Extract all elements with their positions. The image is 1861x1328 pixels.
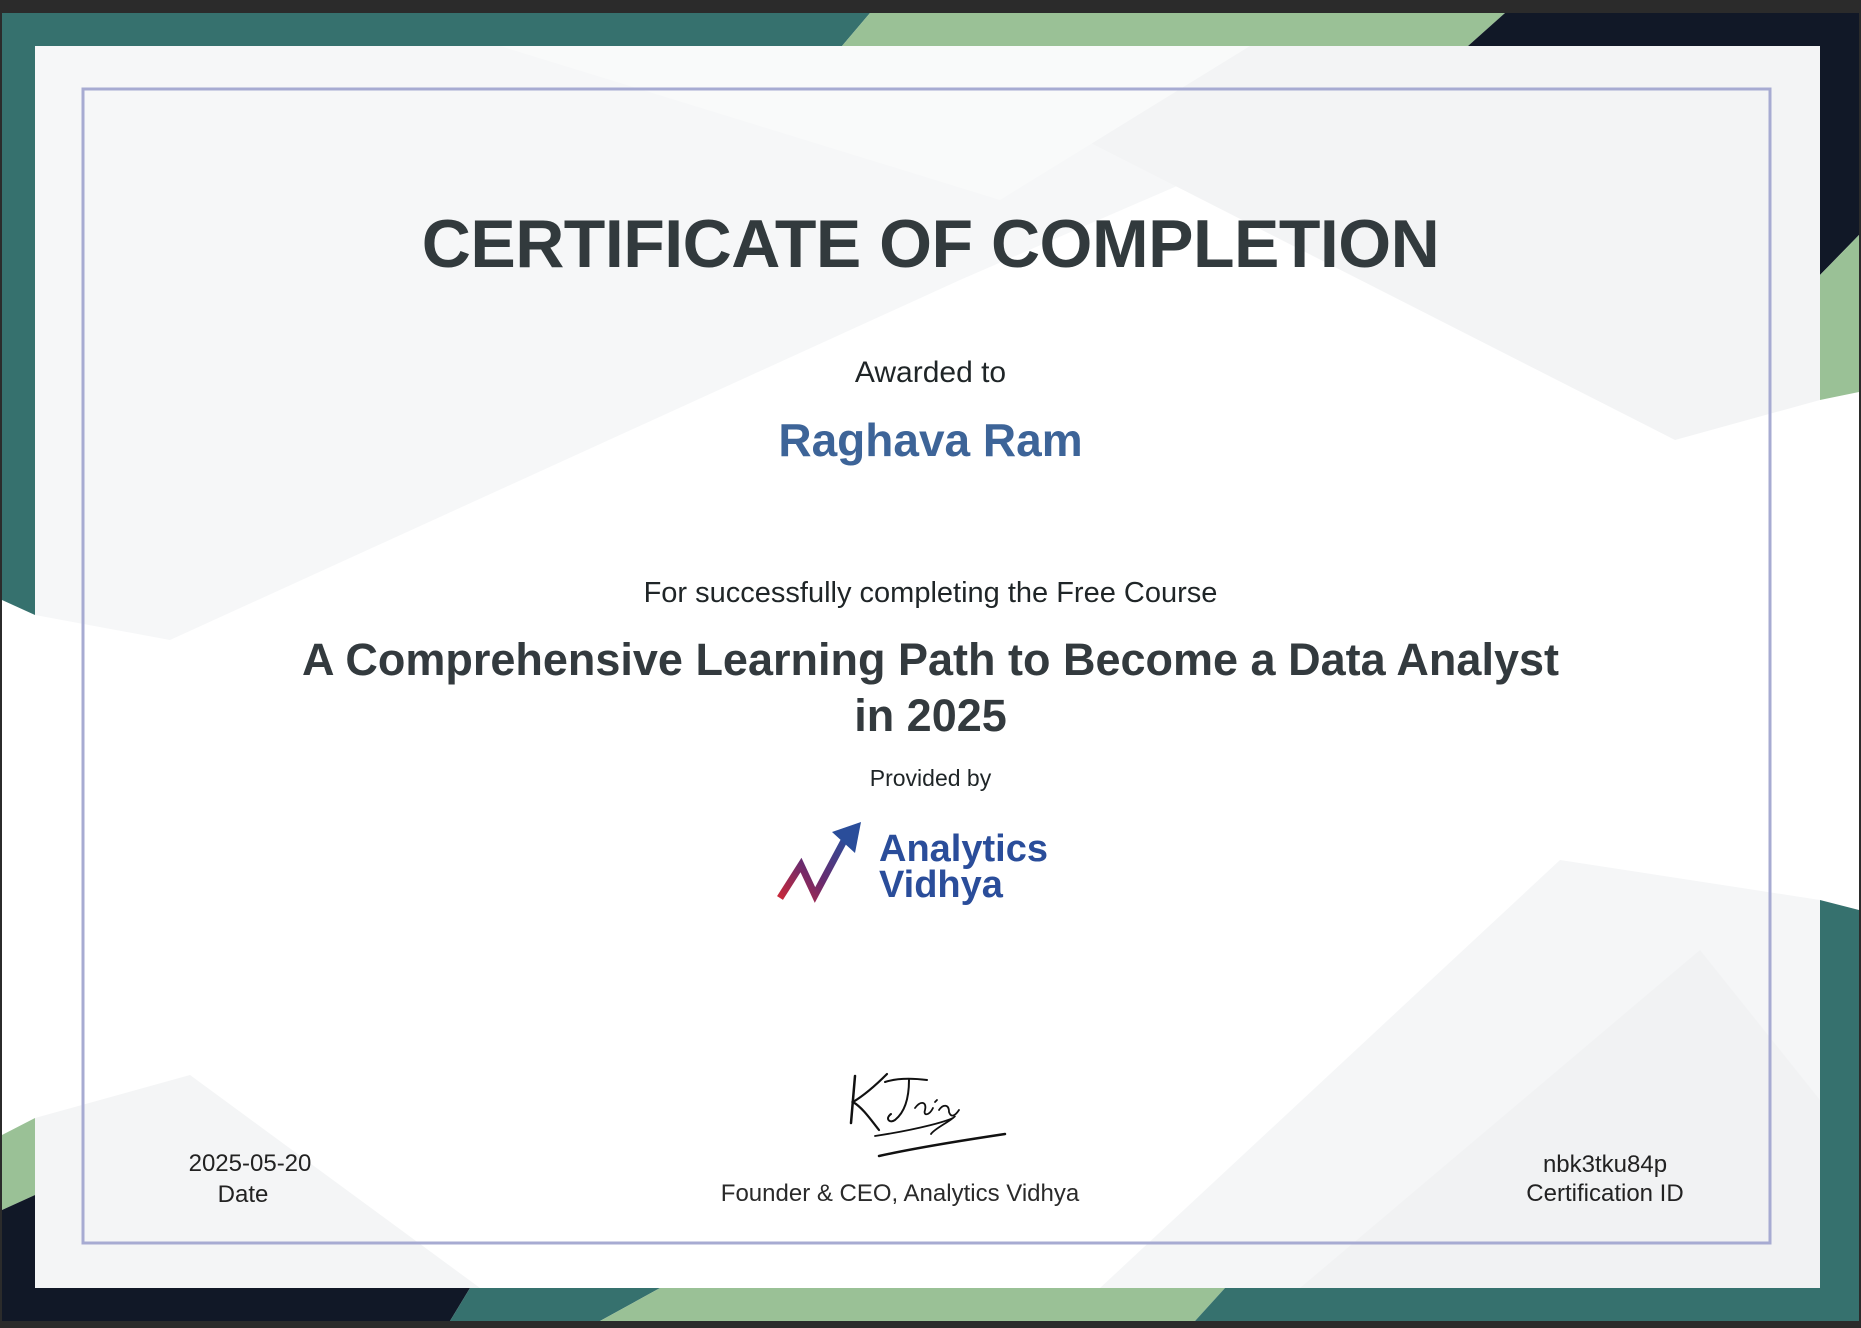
logo-line-2: Vidhya [879,864,1003,906]
bottom-teal-band-right [1195,1288,1859,1321]
certificate-title: CERTIFICATE OF COMPLETION [421,206,1440,282]
course-title: A Comprehensive Learning Path to Become a Data Analyst in 2025 [302,634,1559,741]
trend-arrow-icon [775,820,871,910]
signatory-caption: Founder & CEO, Analytics Vidhya [720,1180,1080,1207]
left-teal-band [2,46,35,615]
date-value: 2025-05-20 [188,1150,312,1177]
provided-by-label: Provided by [869,765,992,791]
bottom-navy-band [2,1288,470,1321]
certification-id-value: nbk3tku84p [1542,1151,1668,1178]
top-navy-band [1468,13,1859,46]
certification-id-label: Certification ID [1526,1180,1684,1207]
recipient-name: Raghava Ram [778,414,1083,466]
left-navy-band [2,1195,35,1288]
date-label: Date [217,1181,269,1208]
bottom-sage-band [600,1288,1225,1321]
founder-signature [835,1068,1010,1168]
provider-logo [775,820,1075,920]
right-teal-band [1820,900,1859,1288]
completion-label: For successfully completing the Free Course [643,577,1218,609]
logo-line-1: Analytics [879,828,1048,870]
top-sage-band [842,13,1505,46]
awarded-to-label: Awarded to [854,356,1007,389]
top-teal-band [2,13,870,46]
